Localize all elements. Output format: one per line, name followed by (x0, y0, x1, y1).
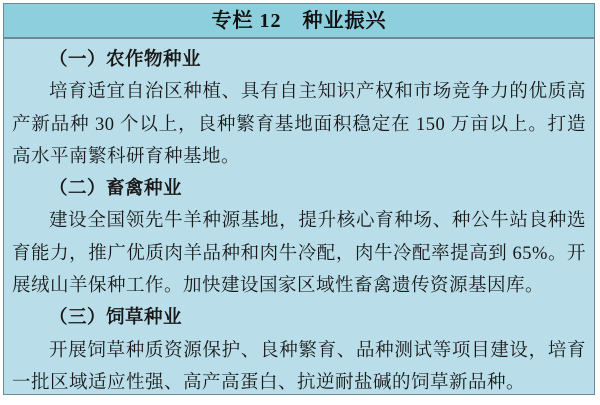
panel-title: 专栏 12 种业振兴 (211, 9, 387, 32)
section-paragraph-livestock-seed: 建设全国领先牛羊种源基地，提升核心育种场、种公牛站良种选育能力，推广优质肉羊品种和肉牛冷配，肉牛冷配率提高到 65%。开展绒山羊保种工作。加快建设国家区域性畜禽遗传资源基因库。 (12, 211, 586, 297)
section-heading-livestock-seed: （二）畜禽种业 (49, 179, 183, 200)
policy-column-panel (3, 3, 595, 395)
panel-header (4, 4, 594, 39)
section-heading-forage-seed: （三）饲草种业 (49, 308, 183, 329)
section-paragraph-forage-seed: 开展饲草种质资源保护、良种繁育、品种测试等项目建设，培育一批区域适应性强、高产高蛋白、抗逆耐盐碱的饲草新品种。 (12, 340, 586, 393)
section-paragraph-crop-seed: 培育适宜自治区种植、具有自主知识产权和市场竞争力的优质高产新品种 30 个以上，良种繁育基地面积稳定在 150 万亩以上。打造高水平南繁科研育种基地。 (12, 82, 586, 167)
panel-body (4, 39, 594, 403)
section-heading-crop-seed: （一）农作物种业 (49, 50, 202, 70)
